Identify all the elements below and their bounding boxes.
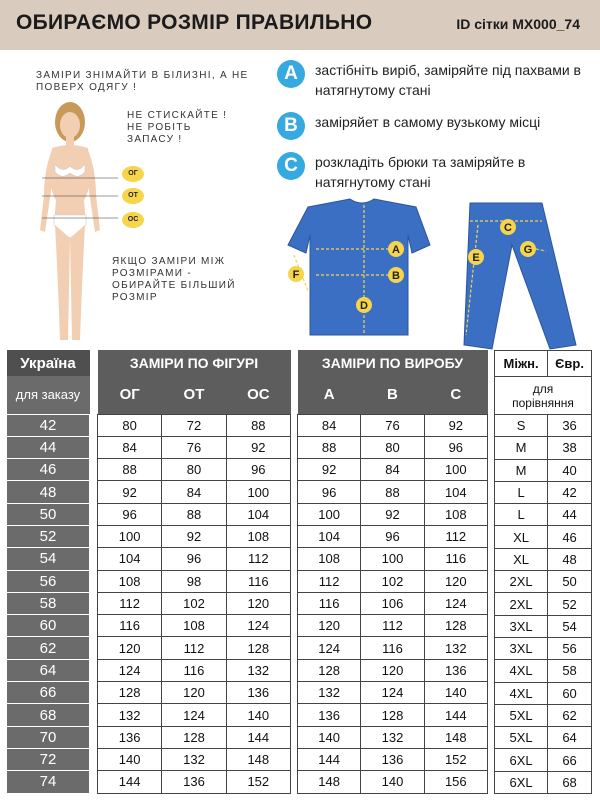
table-row <box>495 548 592 570</box>
cell-a: 92 <box>298 459 361 481</box>
ukraine-size-cell: 70 <box>7 726 90 748</box>
ukraine-size-cell: 56 <box>7 570 90 592</box>
letter-b-icon: B <box>277 112 305 140</box>
cell-og: 96 <box>98 503 162 525</box>
cell-os: 108 <box>226 525 290 547</box>
ukraine-size-cell: 60 <box>7 615 90 637</box>
cell-c: 92 <box>424 414 487 436</box>
col-c: C <box>424 376 487 414</box>
cell-ot: 136 <box>162 771 226 793</box>
cell-a: 116 <box>298 592 361 614</box>
table-row <box>98 570 291 592</box>
ukraine-size-cell: 46 <box>7 459 90 481</box>
table-row <box>98 682 291 704</box>
cell-eur: 54 <box>548 615 592 637</box>
col-og: ОГ <box>98 376 162 414</box>
cell-eur: 44 <box>548 504 592 526</box>
cell-c: 140 <box>424 682 487 704</box>
garment-mark-d: D <box>360 300 368 312</box>
body-figure-illustration <box>30 100 120 350</box>
table-row <box>495 437 592 459</box>
cell-ot: 124 <box>162 704 226 726</box>
col-b: B <box>361 376 424 414</box>
ukraine-size-cell: 54 <box>7 548 90 570</box>
cell-og: 84 <box>98 436 162 458</box>
note-between-sizes: ЯКЩО ЗАМІРИ МІЖ РОЗМІРАМИ - ОБИРАЙТЕ БІЛЬШИЙ РОЗМІР <box>112 256 236 303</box>
cell-og: 124 <box>98 659 162 681</box>
table-row <box>98 481 291 503</box>
cell-c: 152 <box>424 748 487 770</box>
table-row <box>495 504 592 526</box>
table-row <box>298 726 488 748</box>
table-row <box>7 592 90 614</box>
col-ot: ОТ <box>162 376 226 414</box>
table-row <box>298 481 488 503</box>
garment-mark-f: F <box>292 269 300 281</box>
cell-og: 92 <box>98 481 162 503</box>
cell-intl: XL <box>495 548 548 570</box>
cell-c: 156 <box>424 771 487 793</box>
figure-measurements-title: ЗАМІРИ ПО ФІГУРІ <box>98 350 291 376</box>
table-row <box>98 771 291 793</box>
cell-c: 124 <box>424 592 487 614</box>
cell-og: 136 <box>98 726 162 748</box>
cell-intl: 5XL <box>495 727 548 749</box>
table-row <box>98 726 291 748</box>
cell-b: 80 <box>361 436 424 458</box>
cell-os: 96 <box>226 459 290 481</box>
table-row <box>298 570 488 592</box>
garments-svg <box>280 195 590 350</box>
cell-os: 124 <box>226 615 290 637</box>
cell-c: 96 <box>424 436 487 458</box>
cell-intl: 2XL <box>495 571 548 593</box>
table-row <box>298 771 488 793</box>
chest-mark: ОГ <box>122 166 144 182</box>
cell-og: 144 <box>98 771 162 793</box>
waist-mark: ОТ <box>122 188 144 204</box>
ukraine-header: Україна <box>7 350 90 376</box>
cell-eur: 62 <box>548 704 592 726</box>
cell-os: 120 <box>226 592 290 614</box>
cell-c: 132 <box>424 637 487 659</box>
cell-intl: 3XL <box>495 615 548 637</box>
letter-c-icon: C <box>277 152 305 180</box>
table-row <box>298 704 488 726</box>
table-row <box>7 525 90 547</box>
table-row <box>98 615 291 637</box>
table-row <box>495 615 592 637</box>
cell-c: 116 <box>424 548 487 570</box>
table-row <box>298 503 488 525</box>
cell-c: 148 <box>424 726 487 748</box>
cell-intl: M <box>495 437 548 459</box>
table-row <box>7 637 90 659</box>
table-row <box>495 682 592 704</box>
table-row <box>495 593 592 615</box>
cell-ot: 102 <box>162 592 226 614</box>
table-row <box>7 436 90 458</box>
cell-b: 76 <box>361 414 424 436</box>
ukraine-size-cell: 74 <box>7 771 90 793</box>
ukraine-size-cell: 62 <box>7 637 90 659</box>
cell-b: 132 <box>361 726 424 748</box>
garment-mark-b: B <box>392 270 400 282</box>
table-row <box>298 436 488 458</box>
cell-a: 124 <box>298 637 361 659</box>
cell-os: 136 <box>226 682 290 704</box>
letter-a-icon: A <box>277 60 305 88</box>
table-row <box>495 459 592 481</box>
cell-intl: 5XL <box>495 704 548 726</box>
cell-ot: 132 <box>162 748 226 770</box>
cell-eur: 50 <box>548 571 592 593</box>
cell-c: 136 <box>424 659 487 681</box>
col-os: ОС <box>226 376 290 414</box>
cell-os: 140 <box>226 704 290 726</box>
table-row <box>298 615 488 637</box>
cell-ot: 108 <box>162 615 226 637</box>
cell-eur: 46 <box>548 526 592 548</box>
table-row <box>7 771 90 793</box>
note-no-squeeze: НЕ СТИСКАЙТЕ ! НЕ РОБІТЬ ЗАПАСУ ! <box>127 110 228 145</box>
table-row <box>98 414 291 436</box>
table-row <box>7 615 90 637</box>
table-row <box>98 659 291 681</box>
ukraine-size-cell: 68 <box>7 704 90 726</box>
cell-eur: 48 <box>548 548 592 570</box>
cell-og: 140 <box>98 748 162 770</box>
cell-ot: 92 <box>162 525 226 547</box>
cell-a: 132 <box>298 682 361 704</box>
cell-c: 144 <box>424 704 487 726</box>
table-row <box>298 637 488 659</box>
cell-og: 132 <box>98 704 162 726</box>
cell-b: 116 <box>361 637 424 659</box>
cell-intl: 3XL <box>495 637 548 659</box>
table-row <box>98 592 291 614</box>
table-row <box>495 637 592 659</box>
cell-c: 100 <box>424 459 487 481</box>
cell-ot: 76 <box>162 436 226 458</box>
cell-og: 80 <box>98 414 162 436</box>
cell-og: 128 <box>98 682 162 704</box>
table-row <box>495 727 592 749</box>
table-row <box>98 637 291 659</box>
ukraine-size-cell: 50 <box>7 503 90 525</box>
cell-eur: 68 <box>548 771 592 793</box>
ukraine-size-cell: 72 <box>7 748 90 770</box>
cell-ot: 84 <box>162 481 226 503</box>
product-measurements-table <box>297 350 488 794</box>
ukraine-size-cell: 52 <box>7 525 90 547</box>
table-row <box>298 525 488 547</box>
cell-b: 88 <box>361 481 424 503</box>
cell-a: 128 <box>298 659 361 681</box>
cell-eur: 42 <box>548 481 592 503</box>
table-row <box>7 570 90 592</box>
cell-os: 152 <box>226 771 290 793</box>
ukraine-size-cell: 58 <box>7 592 90 614</box>
table-row <box>298 414 488 436</box>
cell-a: 100 <box>298 503 361 525</box>
cell-a: 96 <box>298 481 361 503</box>
table-row <box>98 704 291 726</box>
cell-b: 120 <box>361 659 424 681</box>
cell-eur: 52 <box>548 593 592 615</box>
table-row <box>298 592 488 614</box>
table-row <box>495 415 592 437</box>
cell-intl: 6XL <box>495 749 548 771</box>
instruction-c-text: розкладіть брюки та заміряйте в натягнутому стані <box>315 154 526 190</box>
cell-b: 112 <box>361 615 424 637</box>
table-row <box>7 481 90 503</box>
cell-og: 100 <box>98 525 162 547</box>
figure-measurements-table <box>97 350 291 794</box>
garments-illustration <box>280 195 590 350</box>
cell-ot: 128 <box>162 726 226 748</box>
cell-b: 96 <box>361 525 424 547</box>
cell-og: 104 <box>98 548 162 570</box>
cell-os: 128 <box>226 637 290 659</box>
cell-a: 112 <box>298 570 361 592</box>
cell-b: 140 <box>361 771 424 793</box>
cell-ot: 80 <box>162 459 226 481</box>
table-row <box>495 571 592 593</box>
cell-eur: 38 <box>548 437 592 459</box>
cell-b: 100 <box>361 548 424 570</box>
cell-og: 112 <box>98 592 162 614</box>
product-measurements-title: ЗАМІРИ ПО ВИРОБУ <box>298 350 488 376</box>
cell-os: 88 <box>226 414 290 436</box>
cell-eur: 56 <box>548 637 592 659</box>
table-row <box>298 682 488 704</box>
table-row <box>298 659 488 681</box>
cell-og: 88 <box>98 459 162 481</box>
cell-os: 100 <box>226 481 290 503</box>
cell-os: 132 <box>226 659 290 681</box>
cell-intl: M <box>495 459 548 481</box>
hip-mark: ОС <box>122 212 144 228</box>
garment-mark-c: C <box>504 222 512 234</box>
table-row <box>7 503 90 525</box>
garment-mark-a: A <box>392 244 400 256</box>
instruction-a-text: застібніть виріб, заміряйте під пахвами в натягнутому стані <box>315 62 581 98</box>
cell-os: 112 <box>226 548 290 570</box>
cell-intl: XL <box>495 526 548 548</box>
intl-header: Міжн. <box>495 351 548 377</box>
table-row <box>98 436 291 458</box>
cell-b: 106 <box>361 592 424 614</box>
cell-a: 108 <box>298 548 361 570</box>
cell-a: 136 <box>298 704 361 726</box>
ukraine-size-cell: 48 <box>7 481 90 503</box>
cell-intl: S <box>495 415 548 437</box>
note-underwear: ЗАМІРИ ЗНІМАЙТИ В БІЛИЗНІ, А НЕ ПОВЕРХ ОДЯГУ ! <box>36 70 249 93</box>
table-row <box>298 459 488 481</box>
table-row <box>7 704 90 726</box>
cell-intl: L <box>495 481 548 503</box>
cell-eur: 60 <box>548 682 592 704</box>
garment-mark-e: E <box>472 252 480 264</box>
cell-intl: 2XL <box>495 593 548 615</box>
col-a: A <box>298 376 361 414</box>
table-row <box>7 726 90 748</box>
table-row <box>98 748 291 770</box>
grid-id: ID сітки MX000_74 <box>456 16 580 32</box>
cell-ot: 112 <box>162 637 226 659</box>
table-row <box>98 503 291 525</box>
table-row <box>495 749 592 771</box>
international-size-table <box>494 350 592 794</box>
cell-b: 128 <box>361 704 424 726</box>
cell-a: 120 <box>298 615 361 637</box>
cell-os: 144 <box>226 726 290 748</box>
cell-b: 136 <box>361 748 424 770</box>
table-row <box>7 659 90 681</box>
cell-eur: 66 <box>548 749 592 771</box>
cell-ot: 98 <box>162 570 226 592</box>
cell-os: 92 <box>226 436 290 458</box>
cell-a: 144 <box>298 748 361 770</box>
cell-ot: 72 <box>162 414 226 436</box>
ukraine-size-cell: 64 <box>7 659 90 681</box>
ukraine-size-table <box>6 350 90 794</box>
eur-header: Євр. <box>548 351 592 377</box>
cell-intl: 4XL <box>495 682 548 704</box>
cell-eur: 58 <box>548 660 592 682</box>
cell-a: 104 <box>298 525 361 547</box>
instruction-b-text: заміряйет в самому вузькому місці <box>315 114 541 130</box>
table-row <box>298 548 488 570</box>
cell-eur: 40 <box>548 459 592 481</box>
table-row <box>7 459 90 481</box>
cell-a: 148 <box>298 771 361 793</box>
cell-intl: 4XL <box>495 660 548 682</box>
table-row <box>7 682 90 704</box>
cell-b: 84 <box>361 459 424 481</box>
cell-ot: 116 <box>162 659 226 681</box>
cell-og: 108 <box>98 570 162 592</box>
cell-og: 120 <box>98 637 162 659</box>
table-row <box>495 704 592 726</box>
body-figure-svg <box>30 100 120 350</box>
cell-intl: L <box>495 504 548 526</box>
table-row <box>7 548 90 570</box>
cell-a: 140 <box>298 726 361 748</box>
table-row <box>7 414 90 436</box>
cell-os: 148 <box>226 748 290 770</box>
cell-b: 92 <box>361 503 424 525</box>
table-row <box>7 748 90 770</box>
cell-os: 104 <box>226 503 290 525</box>
cell-eur: 36 <box>548 415 592 437</box>
table-row <box>298 748 488 770</box>
table-row <box>495 481 592 503</box>
cell-c: 108 <box>424 503 487 525</box>
cell-c: 104 <box>424 481 487 503</box>
table-row <box>495 526 592 548</box>
table-row <box>98 459 291 481</box>
cell-os: 116 <box>226 570 290 592</box>
table-row <box>495 660 592 682</box>
garment-mark-g: G <box>523 244 533 256</box>
ukraine-size-cell: 44 <box>7 436 90 458</box>
page-title: ОБИРАЄМО РОЗМІР ПРАВИЛЬНО <box>16 11 373 34</box>
compare-label: для порівняння <box>495 377 592 415</box>
cell-ot: 88 <box>162 503 226 525</box>
cell-b: 124 <box>361 682 424 704</box>
order-label: для заказу <box>7 376 90 414</box>
cell-ot: 120 <box>162 682 226 704</box>
cell-a: 88 <box>298 436 361 458</box>
cell-ot: 96 <box>162 548 226 570</box>
table-row <box>495 771 592 793</box>
cell-eur: 64 <box>548 727 592 749</box>
ukraine-size-cell: 66 <box>7 682 90 704</box>
table-row <box>98 548 291 570</box>
cell-c: 128 <box>424 615 487 637</box>
cell-b: 102 <box>361 570 424 592</box>
cell-c: 120 <box>424 570 487 592</box>
cell-intl: 6XL <box>495 771 548 793</box>
table-row <box>98 525 291 547</box>
cell-c: 112 <box>424 525 487 547</box>
ukraine-size-cell: 42 <box>7 414 90 436</box>
cell-a: 84 <box>298 414 361 436</box>
header-bar <box>0 0 600 50</box>
cell-og: 116 <box>98 615 162 637</box>
